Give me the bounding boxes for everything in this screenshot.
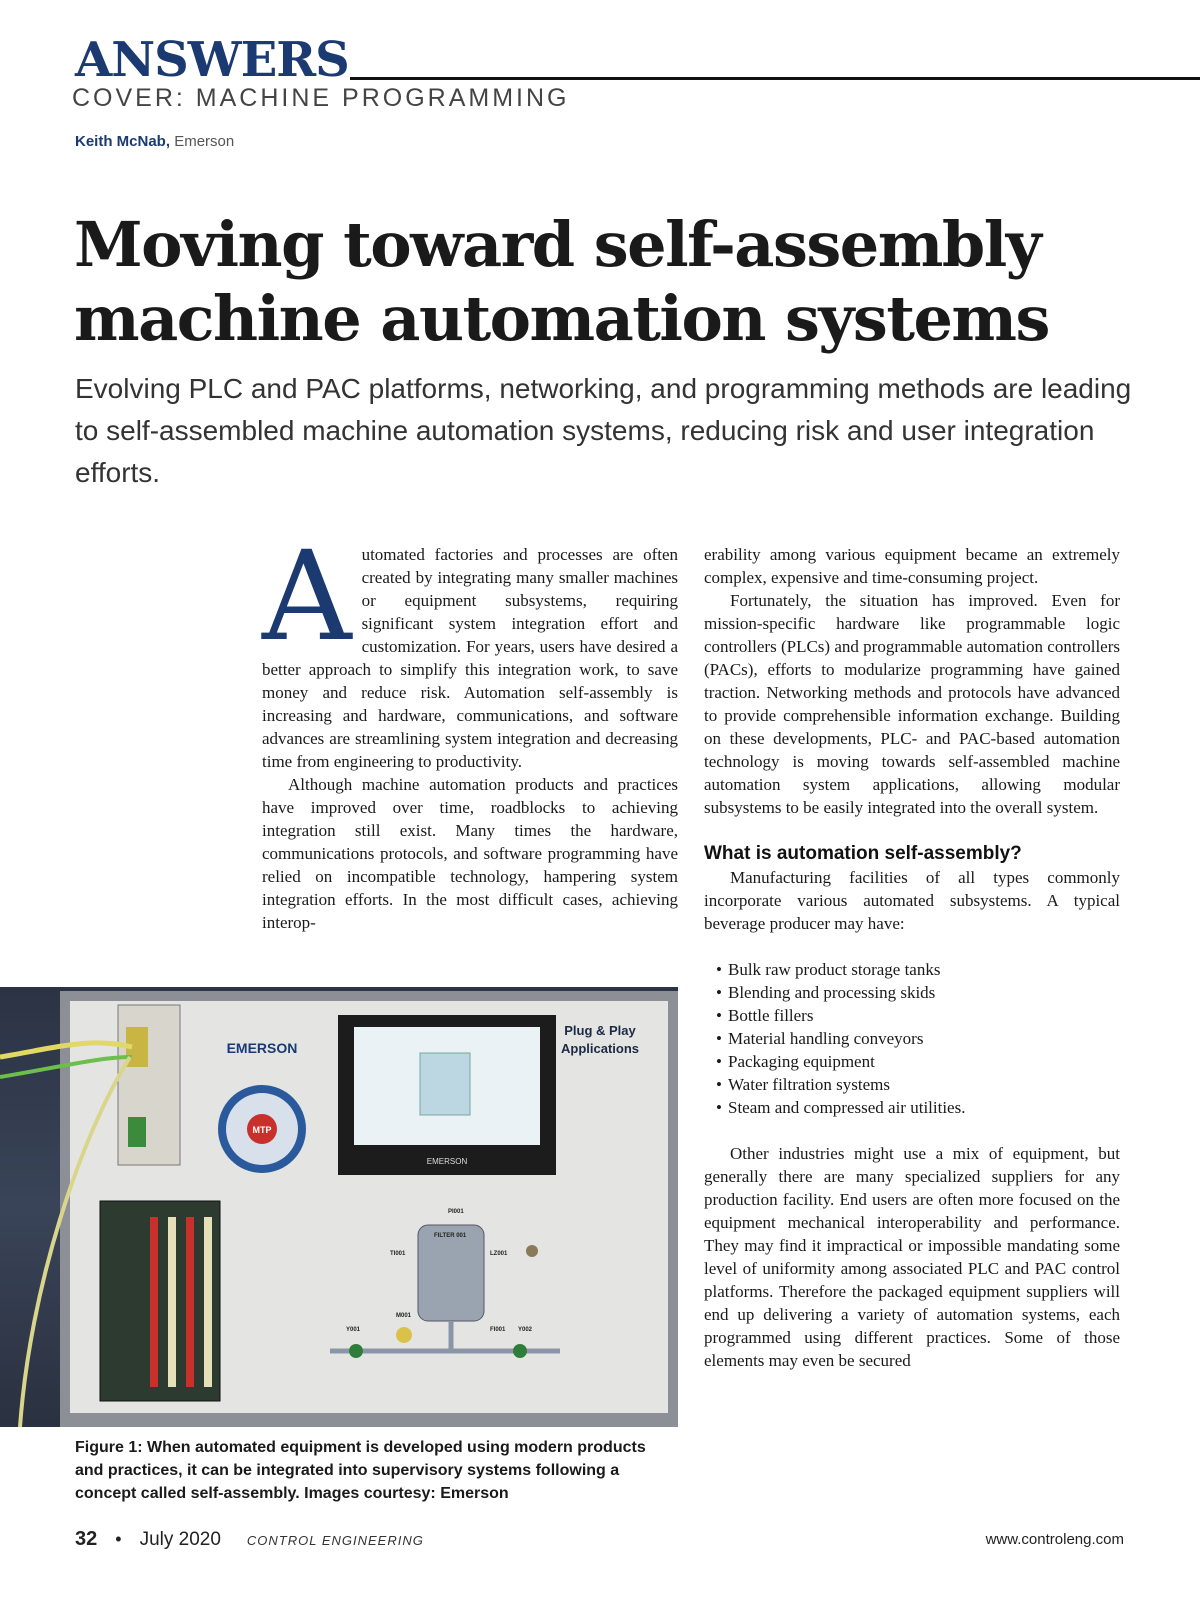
tag-label: FI001 — [490, 1327, 506, 1333]
body-paragraph: Fortunately, the situation has improved. Even for mission-specific hardware like programmable logic controllers (PLCs) and programmable automation controllers (PACs), efforts to modularize programming have gained traction. Networking methods and protocols have advanced to provide comprehensible information exchange. Building on these developments, PLC- and PAC-based automation technology is moving towards self-assembled machine automation system applications, allowing modular subsystems to be easily integrated into the overall system. — [704, 591, 1120, 817]
panel-label: Plug & Play — [564, 1023, 636, 1038]
valve — [349, 1344, 363, 1358]
section-subheading: What is automation self-assembly? — [704, 843, 1022, 864]
io-wire — [150, 1217, 158, 1387]
hmi-block — [420, 1053, 470, 1115]
tag-label: FILTER 001 — [434, 1233, 467, 1239]
hmi-brand: EMERSON — [426, 1157, 468, 1166]
tag-label: PI001 — [448, 1209, 464, 1215]
article-deck: Evolving PLC and PAC platforms, networking, and programming methods are leading to self-assembled machine automation systems, reducing risk and user integration efforts. — [75, 373, 1132, 488]
list-item: • Steam and compressed air utilities. — [728, 1096, 1120, 1119]
body-paragraph: Other industries might use a mix of equipment, but generally there are many specialized suppliers for any production facility. End users are often more focused on the equipment mechanical interoperability and performance. They may find it impractical or impossible mandating some level of uniformity among associated PLC and PAC control platforms. Therefore the packaged equipment suppliers will end up delivering a variety of automation systems, each programmed using different practices. Some of those elements may even be secured — [704, 1144, 1120, 1370]
gauge — [526, 1245, 538, 1257]
author-affiliation: Emerson — [174, 133, 235, 150]
tag-label: TI001 — [390, 1251, 406, 1257]
list-item: • Water filtration systems — [728, 1073, 1120, 1096]
body-paragraph: erability among various equipment became an extremely complex, expensive and time-consuming project. — [704, 545, 1120, 587]
mtp-label: MTP — [252, 1125, 272, 1135]
issue-date: July 2020 — [139, 1529, 221, 1550]
valve — [513, 1344, 527, 1358]
section-subtitle: COVER: MACHINE PROGRAMMING — [72, 84, 570, 112]
byline — [75, 133, 234, 150]
footer-separator: • — [115, 1529, 122, 1549]
tag-label: Y001 — [346, 1327, 361, 1333]
io-wire — [186, 1217, 194, 1387]
section-rule — [350, 77, 1200, 80]
drop-cap: A — [262, 525, 352, 669]
panel-label: Applications — [560, 1041, 640, 1056]
connector-block — [128, 1117, 146, 1147]
list-item: • Material handling conveyors — [728, 1027, 1120, 1050]
list-item: • Packaging equipment — [728, 1050, 1120, 1073]
article-column-2 — [704, 543, 1120, 1372]
page-footer — [75, 1528, 1124, 1554]
author-name: Keith McNab, — [75, 133, 171, 150]
section-title: ANSWERS — [75, 32, 349, 88]
bullet-list — [704, 958, 1120, 1119]
article-column-1 — [262, 525, 678, 934]
article-title: Moving toward self-assembly machine automation systems — [74, 208, 1049, 355]
io-wire — [168, 1217, 176, 1387]
list-item: • Bulk raw product storage tanks — [728, 958, 1120, 981]
io-rack — [100, 1201, 220, 1401]
website-url: www.controleng.com — [985, 1531, 1124, 1548]
io-wire — [204, 1217, 212, 1387]
figure-caption: Figure 1: When automated equipment is developed using modern products and practices, it can be integrated into supervisory systems following a concept called self-assembly. Images courtesy: Emerson — [75, 1439, 646, 1502]
brand-logo: EMERSON — [226, 1040, 298, 1056]
magazine-name: CONTROL ENGINEERING — [246, 1533, 424, 1548]
tag-label: Y002 — [518, 1327, 533, 1333]
tag-label: M001 — [396, 1313, 412, 1319]
body-paragraph: Although machine automation products and practices have improved over time, roadblocks to achieving integration still exist. Many times the hardware, communications protocols, and software programming have relied on incompatible technology, hampering system integration efforts. In the most difficult cases, achieving interop- — [262, 775, 678, 932]
figure-photo — [0, 987, 678, 1427]
motor — [396, 1327, 412, 1343]
tag-label: LZ001 — [490, 1251, 508, 1257]
body-paragraph: utomated factories and processes are often created by integrating many smaller machines or equipment subsystems, requiring significant system integration effort and customization. For years, users have desired a better approach to simplify this integration work, to save money and reduce risk. Automation self-assembly is increasing and hardware, communications, and software advances are streamlining system integration and decreasing time from engineering to productivity. — [262, 545, 678, 771]
demo-case-illustration — [0, 987, 678, 1427]
list-item: • Bottle fillers — [728, 1004, 1120, 1027]
filter-vessel — [418, 1225, 484, 1321]
list-item: • Blending and processing skids — [728, 981, 1120, 1004]
body-paragraph: Manufacturing facilities of all types commonly incorporate various automated subsystems. A typical beverage producer may have: — [704, 868, 1120, 933]
page-number: 32 — [75, 1528, 98, 1550]
